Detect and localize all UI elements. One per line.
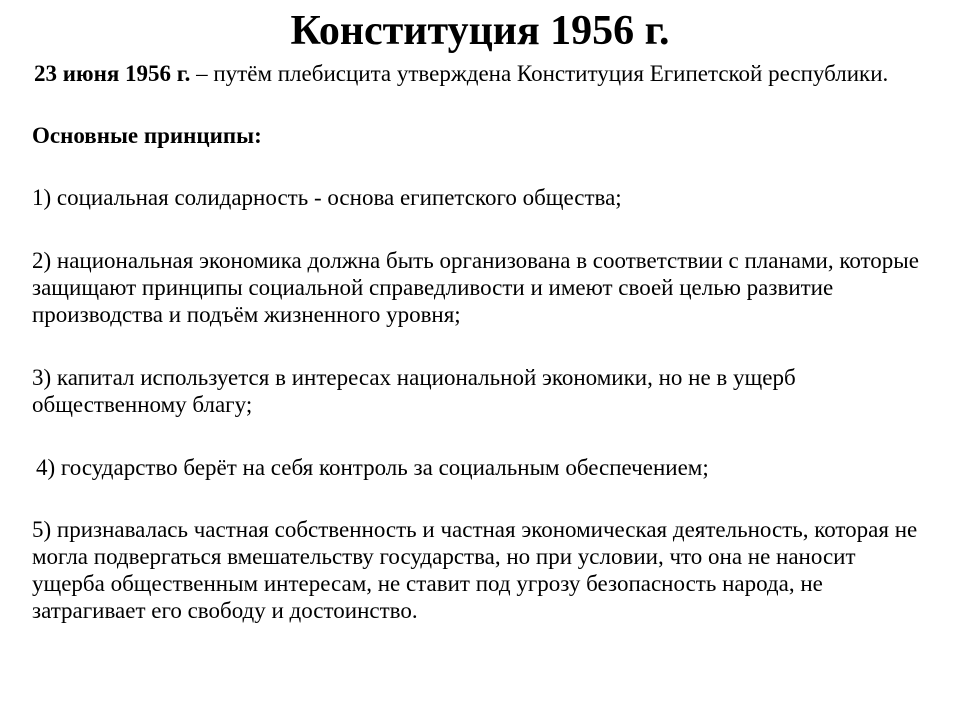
- principle-item: 3) капитал используется в интересах национальной экономики, но не в ущерб общественному благу;: [32, 365, 796, 417]
- principle-item: 1) социальная солидарность - основа египетского общества;: [32, 185, 622, 210]
- intro-date: 23 июня 1956 г.: [34, 61, 191, 86]
- intro-text: – путём плебисцита утверждена Конституция Египетской республики.: [190, 61, 889, 86]
- principle-item: 5) признавалась частная собственность и частная экономическая деятельность, которая не могла подвергаться вмешательству государства, но при условии, что она не наносит ущерба общественным интересам, не ставит под угрозу безопасность народа, не затрагивает его свободу и достоинство.: [32, 517, 918, 623]
- slide-title: Конституция 1956 г.: [290, 8, 670, 54]
- intro-paragraph: [32, 60, 932, 87]
- slide-body: [32, 60, 932, 624]
- principle-item: 2) национальная экономика должна быть организована в соответствии с планами, которые защищают принципы социальной справедливости и имеют своей целью развитие производства и подъём жизненного уровня;: [32, 248, 919, 327]
- principles-heading: Основные принципы:: [32, 123, 262, 148]
- principle-item: 4) государство берёт на себя контроль за социальным обеспечением;: [36, 455, 709, 480]
